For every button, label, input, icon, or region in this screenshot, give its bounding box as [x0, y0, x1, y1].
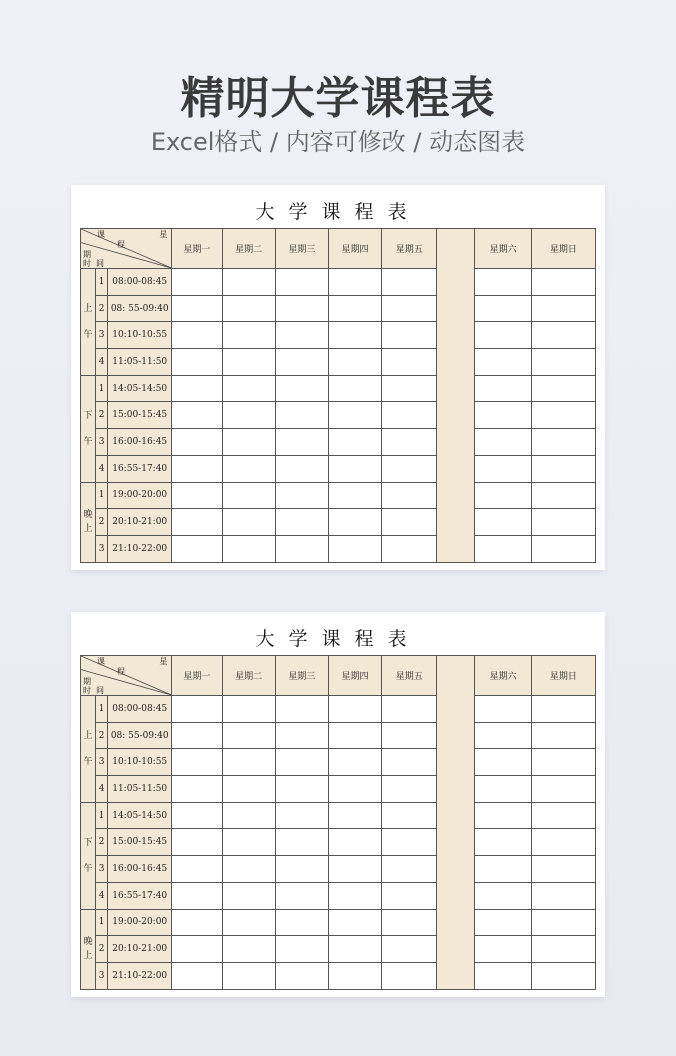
class-cell[interactable] — [222, 802, 275, 829]
lesson-number: 3 — [96, 856, 108, 883]
day-header: 星期五 — [382, 656, 437, 696]
lesson-time: 10:10-10:55 — [108, 749, 172, 776]
class-cell[interactable] — [172, 509, 222, 536]
class-cell[interactable] — [382, 829, 437, 856]
period-label — [81, 696, 96, 803]
class-cell[interactable] — [531, 962, 595, 989]
lesson-number: 3 — [96, 535, 108, 562]
period-label-char: 上 — [83, 524, 93, 535]
lesson-time: 16:55-17:40 — [108, 455, 172, 482]
class-cell[interactable] — [475, 722, 531, 749]
day-header: 星期六 — [475, 229, 531, 269]
class-cell[interactable] — [531, 882, 595, 909]
class-cell[interactable] — [531, 936, 595, 963]
period-label-char: 上 — [83, 951, 93, 962]
lesson-time: 10:10-10:55 — [108, 322, 172, 349]
period-label-char: 下 — [83, 837, 93, 848]
corner-label-course2: 程 — [117, 240, 125, 249]
class-cell[interactable] — [382, 962, 437, 989]
class-cell[interactable] — [475, 776, 531, 803]
class-cell[interactable] — [275, 295, 328, 322]
class-cell[interactable] — [172, 375, 222, 402]
class-cell[interactable] — [382, 882, 437, 909]
class-cell[interactable] — [172, 295, 222, 322]
day-header: 星期二 — [222, 229, 275, 269]
day-header: 星期日 — [531, 656, 595, 696]
class-cell[interactable] — [275, 322, 328, 349]
day-header: 星期一 — [172, 229, 222, 269]
class-cell[interactable] — [531, 322, 595, 349]
class-cell[interactable] — [382, 429, 437, 456]
class-cell[interactable] — [382, 749, 437, 776]
class-cell[interactable] — [475, 535, 531, 562]
class-cell[interactable] — [172, 882, 222, 909]
class-cell[interactable] — [328, 535, 381, 562]
class-cell[interactable] — [222, 375, 275, 402]
class-cell[interactable] — [275, 509, 328, 536]
period-label — [81, 269, 96, 376]
class-cell[interactable] — [222, 349, 275, 376]
lesson-time: 15:00-15:45 — [108, 829, 172, 856]
period-label-char: 下 — [83, 410, 93, 421]
class-cell[interactable] — [475, 882, 531, 909]
lesson-time: 08: 55-09:40 — [108, 722, 172, 749]
class-cell[interactable] — [172, 936, 222, 963]
day-header: 星期六 — [475, 656, 531, 696]
corner-label-week: 星 — [159, 657, 168, 666]
class-cell[interactable] — [172, 722, 222, 749]
class-cell[interactable] — [382, 269, 437, 296]
lesson-number: 2 — [96, 295, 108, 322]
period-label-char: 午 — [83, 756, 93, 767]
corner-label-course: 课 — [97, 230, 105, 239]
class-cell[interactable] — [531, 909, 595, 936]
class-cell[interactable] — [382, 802, 437, 829]
class-cell[interactable] — [172, 749, 222, 776]
class-cell[interactable] — [222, 696, 275, 723]
class-cell[interactable] — [531, 722, 595, 749]
class-cell[interactable] — [531, 749, 595, 776]
class-cell[interactable] — [328, 776, 381, 803]
class-cell[interactable] — [328, 882, 381, 909]
class-cell[interactable] — [275, 349, 328, 376]
class-cell[interactable] — [475, 295, 531, 322]
class-cell[interactable] — [275, 269, 328, 296]
class-cell[interactable] — [475, 909, 531, 936]
lesson-number: 1 — [96, 802, 108, 829]
lesson-number: 3 — [96, 749, 108, 776]
lesson-number: 2 — [96, 829, 108, 856]
class-cell[interactable] — [222, 909, 275, 936]
page-title: 精明大学课程表 — [180, 73, 496, 124]
class-cell[interactable] — [222, 535, 275, 562]
class-cell[interactable] — [222, 509, 275, 536]
class-cell[interactable] — [382, 295, 437, 322]
class-cell[interactable] — [328, 295, 381, 322]
period-label-char: 晚 — [83, 510, 93, 521]
class-cell[interactable] — [382, 776, 437, 803]
lesson-number: 3 — [96, 429, 108, 456]
sheet-title: 大学课程表 — [255, 628, 421, 650]
period-label-char: 午 — [83, 436, 93, 447]
day-header: 星期日 — [531, 229, 595, 269]
class-cell[interactable] — [275, 856, 328, 883]
lesson-time: 14:05-14:50 — [108, 802, 172, 829]
corner-label-week: 星 — [159, 230, 168, 239]
class-cell[interactable] — [531, 802, 595, 829]
class-cell[interactable] — [172, 429, 222, 456]
class-cell[interactable] — [172, 856, 222, 883]
class-cell[interactable] — [382, 509, 437, 536]
class-cell[interactable] — [275, 882, 328, 909]
corner-label-time2: 间 — [96, 259, 104, 268]
class-cell[interactable] — [222, 322, 275, 349]
class-cell[interactable] — [275, 722, 328, 749]
period-label — [81, 375, 96, 482]
class-cell[interactable] — [222, 856, 275, 883]
class-cell[interactable] — [475, 936, 531, 963]
class-cell[interactable] — [328, 349, 381, 376]
class-cell[interactable] — [382, 375, 437, 402]
period-label-char: 上 — [83, 730, 93, 741]
lesson-number: 3 — [96, 322, 108, 349]
lesson-number: 1 — [96, 696, 108, 723]
class-cell[interactable] — [475, 349, 531, 376]
class-cell[interactable] — [275, 375, 328, 402]
sheet-title: 大学课程表 — [255, 201, 421, 223]
class-cell[interactable] — [475, 829, 531, 856]
corner-label-course: 课 — [97, 657, 105, 666]
class-cell[interactable] — [382, 936, 437, 963]
class-cell[interactable] — [172, 802, 222, 829]
separator-column — [437, 229, 475, 563]
class-cell[interactable] — [475, 482, 531, 509]
period-label-char: 午 — [83, 863, 93, 874]
lesson-time: 15:00-15:45 — [108, 402, 172, 429]
class-cell[interactable] — [222, 722, 275, 749]
class-cell[interactable] — [328, 269, 381, 296]
class-cell[interactable] — [531, 509, 595, 536]
class-cell[interactable] — [222, 829, 275, 856]
diagonal-lines — [81, 656, 171, 695]
lesson-number: 1 — [96, 269, 108, 296]
day-header: 星期二 — [222, 656, 275, 696]
lesson-time: 19:00-20:00 — [108, 909, 172, 936]
class-cell[interactable] — [382, 856, 437, 883]
lesson-number: 1 — [96, 482, 108, 509]
class-cell[interactable] — [328, 322, 381, 349]
class-cell[interactable] — [475, 269, 531, 296]
class-cell[interactable] — [382, 482, 437, 509]
class-cell[interactable] — [328, 962, 381, 989]
timetable-grid — [80, 228, 596, 563]
class-cell[interactable] — [222, 776, 275, 803]
day-header: 星期五 — [382, 229, 437, 269]
lesson-number: 2 — [96, 722, 108, 749]
class-cell[interactable] — [275, 482, 328, 509]
timetable-sheet-2 — [71, 612, 605, 997]
lesson-number: 1 — [96, 909, 108, 936]
class-cell[interactable] — [172, 322, 222, 349]
class-cell[interactable] — [382, 696, 437, 723]
class-cell[interactable] — [382, 909, 437, 936]
class-cell[interactable] — [328, 856, 381, 883]
lesson-time: 14:05-14:50 — [108, 375, 172, 402]
class-cell[interactable] — [172, 455, 222, 482]
class-cell[interactable] — [172, 269, 222, 296]
class-cell[interactable] — [172, 696, 222, 723]
class-cell[interactable] — [275, 909, 328, 936]
class-cell[interactable] — [328, 749, 381, 776]
class-cell[interactable] — [222, 429, 275, 456]
class-cell[interactable] — [275, 749, 328, 776]
period-label-char: 午 — [83, 329, 93, 340]
period-label — [81, 909, 96, 989]
class-cell[interactable] — [222, 269, 275, 296]
period-label — [81, 482, 96, 562]
class-cell[interactable] — [275, 535, 328, 562]
lesson-time: 11:05-11:50 — [108, 776, 172, 803]
class-cell[interactable] — [275, 402, 328, 429]
class-cell[interactable] — [531, 402, 595, 429]
class-cell[interactable] — [275, 829, 328, 856]
class-cell[interactable] — [475, 749, 531, 776]
corner-label-period: 期 — [83, 250, 91, 259]
class-cell[interactable] — [475, 322, 531, 349]
class-cell[interactable] — [531, 829, 595, 856]
header-corner-cell — [81, 229, 172, 269]
class-cell[interactable] — [382, 722, 437, 749]
class-cell[interactable] — [328, 375, 381, 402]
lesson-number: 4 — [96, 776, 108, 803]
class-cell[interactable] — [222, 962, 275, 989]
period-label — [81, 802, 96, 909]
class-cell[interactable] — [172, 909, 222, 936]
class-cell[interactable] — [475, 856, 531, 883]
class-cell[interactable] — [222, 455, 275, 482]
class-cell[interactable] — [531, 269, 595, 296]
lesson-number: 4 — [96, 882, 108, 909]
day-header: 星期四 — [328, 229, 381, 269]
corner-label-time1: 时 — [83, 259, 91, 268]
lesson-time: 21:10-22:00 — [108, 962, 172, 989]
lesson-number: 4 — [96, 349, 108, 376]
class-cell[interactable] — [475, 509, 531, 536]
class-cell[interactable] — [382, 349, 437, 376]
class-cell[interactable] — [222, 295, 275, 322]
timetable-grid — [80, 655, 596, 990]
lesson-time: 16:00-16:45 — [108, 429, 172, 456]
class-cell[interactable] — [222, 882, 275, 909]
class-cell[interactable] — [222, 402, 275, 429]
lesson-time: 20:10-21:00 — [108, 509, 172, 536]
class-cell[interactable] — [531, 295, 595, 322]
separator-column — [437, 656, 475, 990]
header-corner-cell — [81, 656, 172, 696]
class-cell[interactable] — [531, 455, 595, 482]
class-cell[interactable] — [382, 455, 437, 482]
period-label-char: 上 — [83, 303, 93, 314]
corner-label-course2: 程 — [117, 667, 125, 676]
lesson-time: 16:00-16:45 — [108, 856, 172, 883]
class-cell[interactable] — [328, 509, 381, 536]
day-header: 星期一 — [172, 656, 222, 696]
day-header: 星期三 — [275, 656, 328, 696]
lesson-number: 1 — [96, 375, 108, 402]
class-cell[interactable] — [328, 909, 381, 936]
class-cell[interactable] — [328, 455, 381, 482]
class-cell[interactable] — [328, 829, 381, 856]
page-subtitle: Excel格式 / 内容可修改 / 动态图表 — [150, 128, 526, 156]
class-cell[interactable] — [382, 322, 437, 349]
lesson-time: 08:00-08:45 — [108, 696, 172, 723]
class-cell[interactable] — [172, 402, 222, 429]
corner-label-time2: 间 — [96, 686, 104, 695]
class-cell[interactable] — [531, 375, 595, 402]
lesson-number: 2 — [96, 402, 108, 429]
class-cell[interactable] — [531, 856, 595, 883]
lesson-time: 21:10-22:00 — [108, 535, 172, 562]
class-cell[interactable] — [475, 402, 531, 429]
class-cell[interactable] — [328, 936, 381, 963]
day-header: 星期四 — [328, 656, 381, 696]
class-cell[interactable] — [328, 429, 381, 456]
class-cell[interactable] — [172, 349, 222, 376]
lesson-time: 19:00-20:00 — [108, 482, 172, 509]
class-cell[interactable] — [328, 402, 381, 429]
class-cell[interactable] — [475, 962, 531, 989]
class-cell[interactable] — [275, 696, 328, 723]
corner-label-period: 期 — [83, 677, 91, 686]
class-cell[interactable] — [531, 776, 595, 803]
class-cell[interactable] — [275, 455, 328, 482]
class-cell[interactable] — [172, 962, 222, 989]
lesson-number: 3 — [96, 962, 108, 989]
class-cell[interactable] — [172, 482, 222, 509]
class-cell[interactable] — [475, 375, 531, 402]
class-cell[interactable] — [531, 429, 595, 456]
class-cell[interactable] — [531, 482, 595, 509]
lesson-time: 08:00-08:45 — [108, 269, 172, 296]
class-cell[interactable] — [172, 535, 222, 562]
class-cell[interactable] — [328, 722, 381, 749]
class-cell[interactable] — [475, 696, 531, 723]
class-cell[interactable] — [222, 749, 275, 776]
class-cell[interactable] — [531, 349, 595, 376]
class-cell[interactable] — [172, 776, 222, 803]
lesson-time: 08: 55-09:40 — [108, 295, 172, 322]
lesson-time: 20:10-21:00 — [108, 936, 172, 963]
class-cell[interactable] — [275, 962, 328, 989]
class-cell[interactable] — [275, 429, 328, 456]
class-cell[interactable] — [475, 455, 531, 482]
class-cell[interactable] — [328, 696, 381, 723]
class-cell[interactable] — [531, 535, 595, 562]
day-header: 星期三 — [275, 229, 328, 269]
class-cell[interactable] — [328, 482, 381, 509]
lesson-number: 2 — [96, 509, 108, 536]
class-cell[interactable] — [382, 535, 437, 562]
class-cell[interactable] — [531, 696, 595, 723]
diagonal-lines — [81, 229, 171, 268]
corner-label-time1: 时 — [83, 686, 91, 695]
period-label-char: 晚 — [83, 937, 93, 948]
timetable-sheet-1 — [71, 185, 605, 570]
lesson-number: 4 — [96, 455, 108, 482]
lesson-number: 2 — [96, 936, 108, 963]
class-cell[interactable] — [475, 802, 531, 829]
class-cell[interactable] — [222, 936, 275, 963]
class-cell[interactable] — [172, 829, 222, 856]
class-cell[interactable] — [222, 482, 275, 509]
class-cell[interactable] — [328, 802, 381, 829]
class-cell[interactable] — [382, 402, 437, 429]
class-cell[interactable] — [275, 802, 328, 829]
class-cell[interactable] — [475, 429, 531, 456]
lesson-time: 16:55-17:40 — [108, 882, 172, 909]
class-cell[interactable] — [275, 776, 328, 803]
lesson-time: 11:05-11:50 — [108, 349, 172, 376]
class-cell[interactable] — [275, 936, 328, 963]
